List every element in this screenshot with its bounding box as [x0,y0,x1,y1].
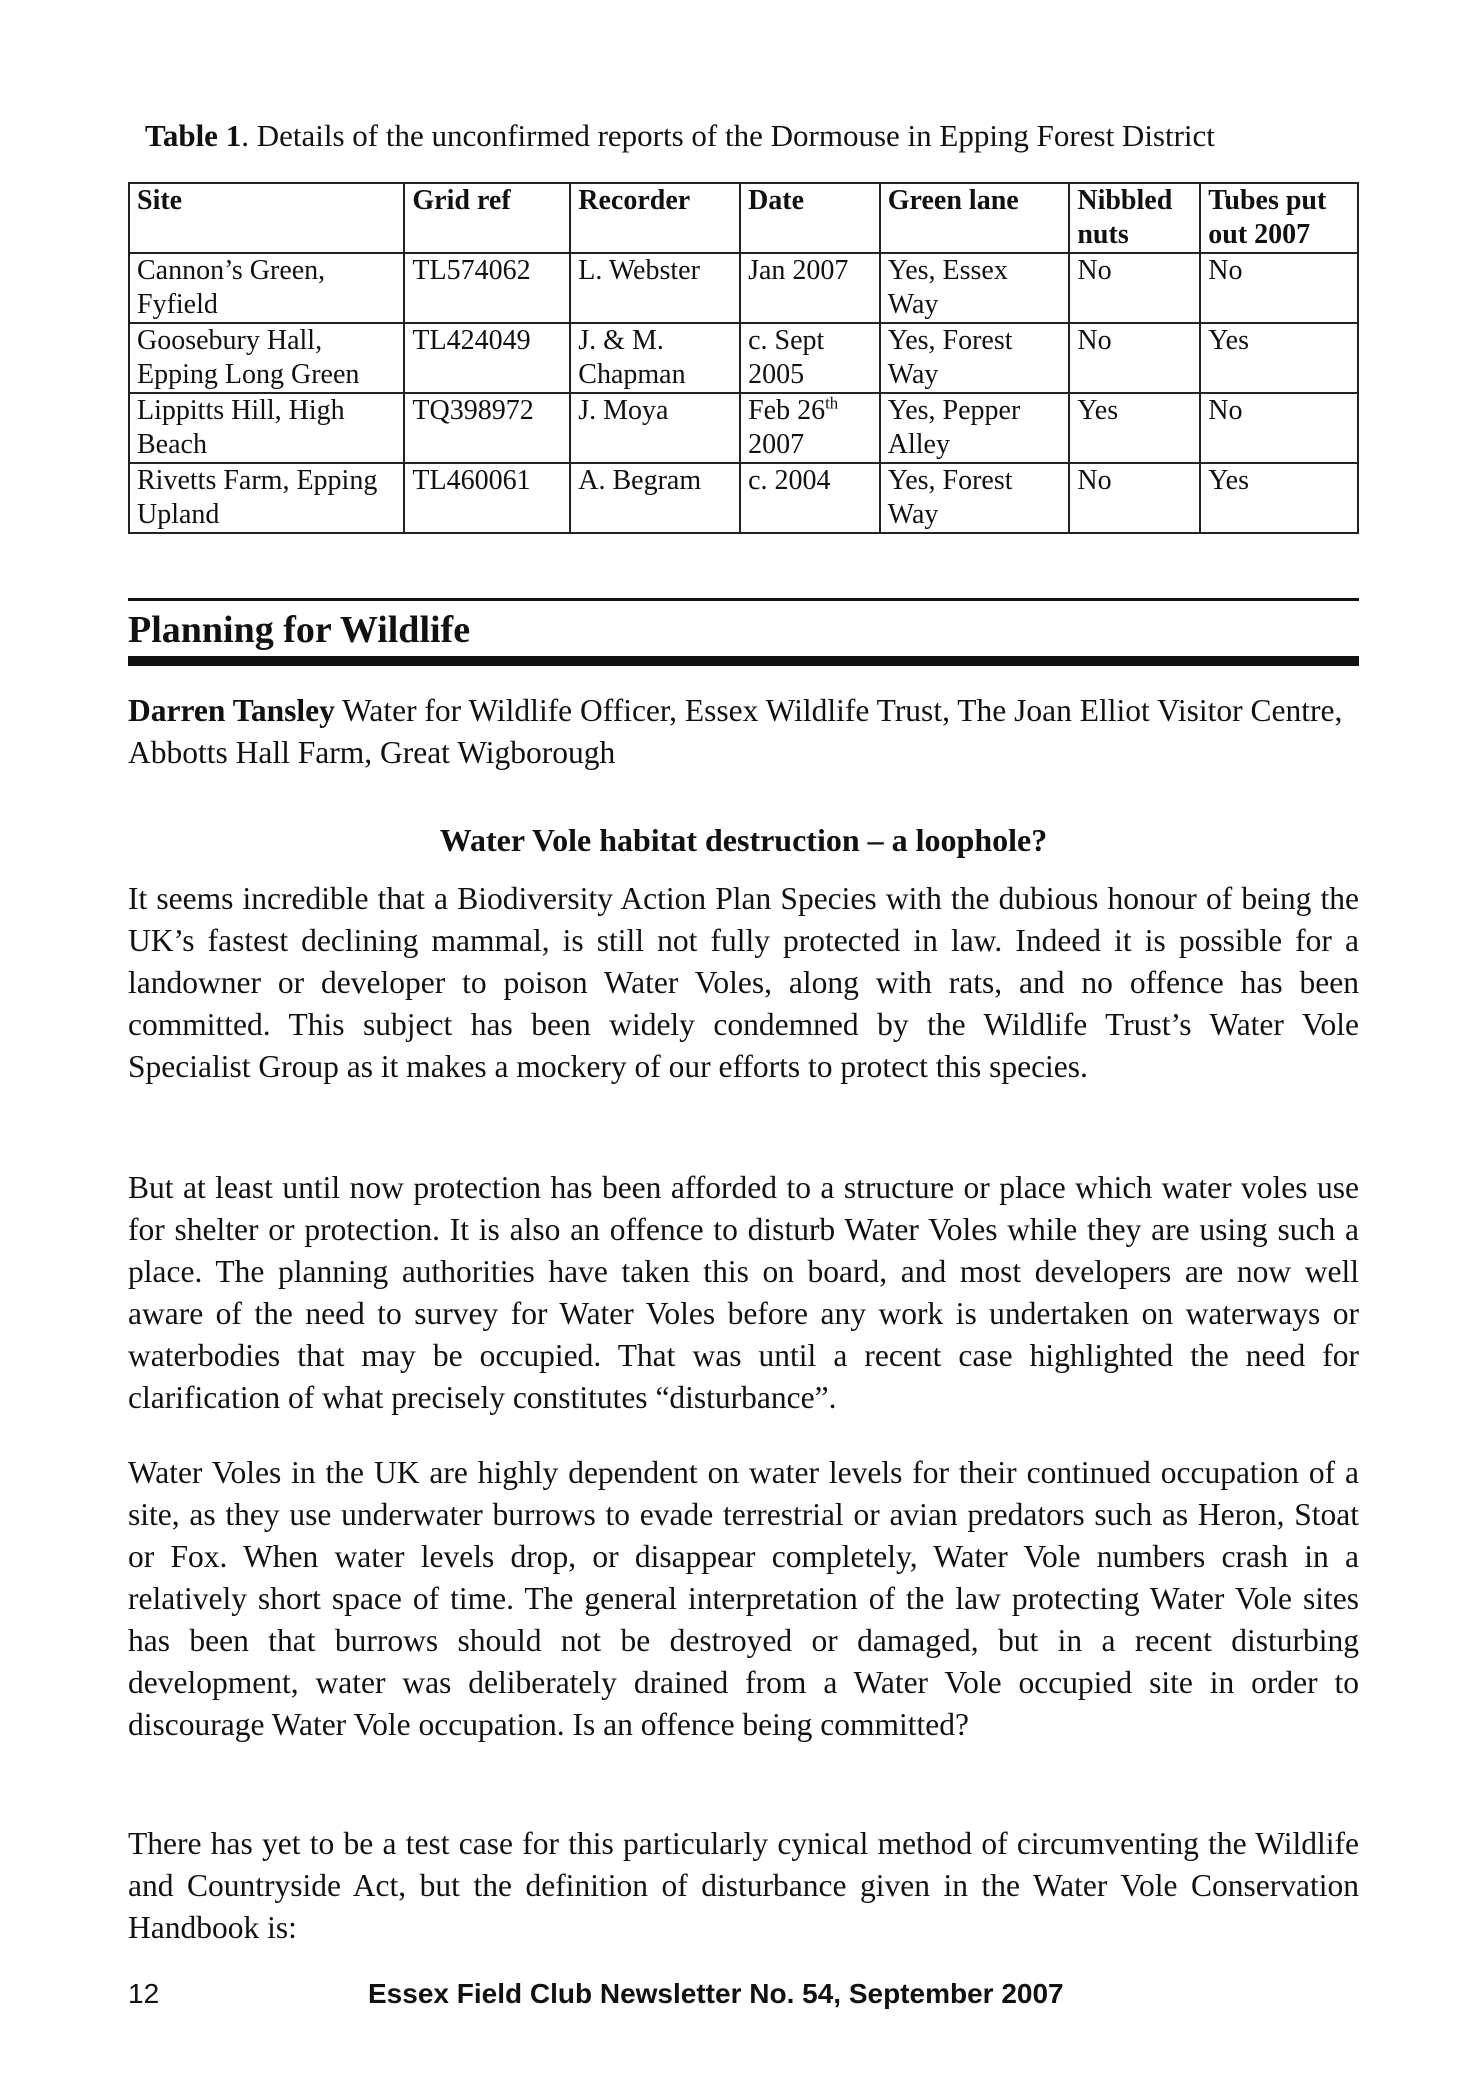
header-tubes-put-out: Tubes put out 2007 [1200,183,1358,253]
table-row [129,393,1358,463]
cell-nibbled-nuts: No [1069,463,1200,533]
header-date: Date [740,183,880,253]
body-paragraph: But at least until now protection has been afforded to a structure or place which water voles use for shelter or protection. It is also an offence to disturb Water Voles while they are using such a place. The planning authorities have taken this on board, and most developers are now well aware of the need to survey for Water Voles before any work is undertaken on waterways or waterbodies that may be occupied. That was until a recent case highlighted the need for clarification of what precisely constitutes “disturbance”. [128,1170,1359,1415]
section-title: Planning for Wildlife [128,609,471,651]
cell-green-lane: Yes, Essex Way [880,253,1070,323]
section-bottom-rule [128,656,1359,666]
cell-date: c. Sept 2005 [740,323,880,393]
body-paragraph: It seems incredible that a Biodiversity Action Plan Species with the dubious honour of being the UK’s fastest declining mammal, is still not fully protected in law. Indeed it is possible for a landowner or developer to poison Water Voles, along with rats, and no offence has been committed. This subject has been widely condemned by the Wildlife Trust’s Water Vole Specialist Group as it makes a mockery of our efforts to protect this species. [128,881,1359,1084]
cell-grid-ref: TL424049 [404,323,570,393]
cell-date-superscript: Feb 26th 2007 [740,393,880,463]
publication-footer: Essex Field Club Newsletter No. 54, September 2007 [368,1978,1064,2009]
header-green-lane: Green lane [880,183,1070,253]
cell-date: c. 2004 [740,463,880,533]
author-affiliation: Water for Wildlife Officer, Essex Wildlife Trust, The Joan Elliot Visitor Centre, Abbotts Hall Farm, Great Wigborough [128,693,1343,770]
cell-tubes-put-out: No [1200,253,1358,323]
table-caption-label: Table 1 [145,118,242,153]
author-name: Darren Tansley [128,693,335,728]
header-recorder: Recorder [570,183,740,253]
section-top-rule [128,598,1359,601]
header-nibbled-nuts: Nibbled nuts [1069,183,1200,253]
cell-site: Rivetts Farm, Epping Upland [129,463,404,533]
table-row [129,323,1358,393]
cell-tubes-put-out: Yes [1200,463,1358,533]
cell-nibbled-nuts: Yes [1069,393,1200,463]
cell-site: Cannon’s Green, Fyfield [129,253,404,323]
dormouse-reports-table [128,182,1359,534]
cell-grid-ref: TL460061 [404,463,570,533]
cell-green-lane: Yes, Forest Way [880,463,1070,533]
table-header-row [129,183,1358,253]
table-caption-text: . Details of the unconfirmed reports of the Dormouse in Epping Forest District [241,118,1215,153]
table-caption [145,118,1215,154]
cell-recorder: J. Moya [570,393,740,463]
cell-nibbled-nuts: No [1069,323,1200,393]
page-number: 12 [128,1978,160,2009]
cell-recorder: J. & M. Chapman [570,323,740,393]
article-subheading: Water Vole habitat destruction – a loophole? [439,822,1048,858]
header-site: Site [129,183,404,253]
author-line [128,690,1359,774]
cell-nibbled-nuts: No [1069,253,1200,323]
cell-tubes-put-out: No [1200,393,1358,463]
body-paragraph: Water Voles in the UK are highly dependent on water levels for their continued occupation of a site, as they use underwater burrows to evade terrestrial or avian predators such as Heron, Stoat or Fox. When water levels drop, or disappear completely, Water Vole numbers crash in a relatively short space of time. The general interpretation of the law protecting Water Vole sites has been that burrows should not be destroyed or damaged, but in a recent disturbing development, water was deliberately drained from a Water Vole occupied site in order to discourage Water Vole occupation. Is an offence being committed? [128,1455,1359,1742]
cell-site: Goosebury Hall, Epping Long Green [129,323,404,393]
cell-date: Jan 2007 [740,253,880,323]
table-row [129,253,1358,323]
cell-recorder: A. Begram [570,463,740,533]
table-row [129,463,1358,533]
cell-site: Lippitts Hill, High Beach [129,393,404,463]
cell-tubes-put-out: Yes [1200,323,1358,393]
cell-green-lane: Yes, Pepper Alley [880,393,1070,463]
cell-grid-ref: TQ398972 [404,393,570,463]
header-grid-ref: Grid ref [404,183,570,253]
body-paragraph: There has yet to be a test case for this particularly cynical method of circumventing the Wildlife and Countryside Act, but the definition of disturbance given in the Water Vole Conservation Handbook is: [128,1826,1359,1945]
cell-grid-ref: TL574062 [404,253,570,323]
cell-recorder: L. Webster [570,253,740,323]
cell-green-lane: Yes, Forest Way [880,323,1070,393]
